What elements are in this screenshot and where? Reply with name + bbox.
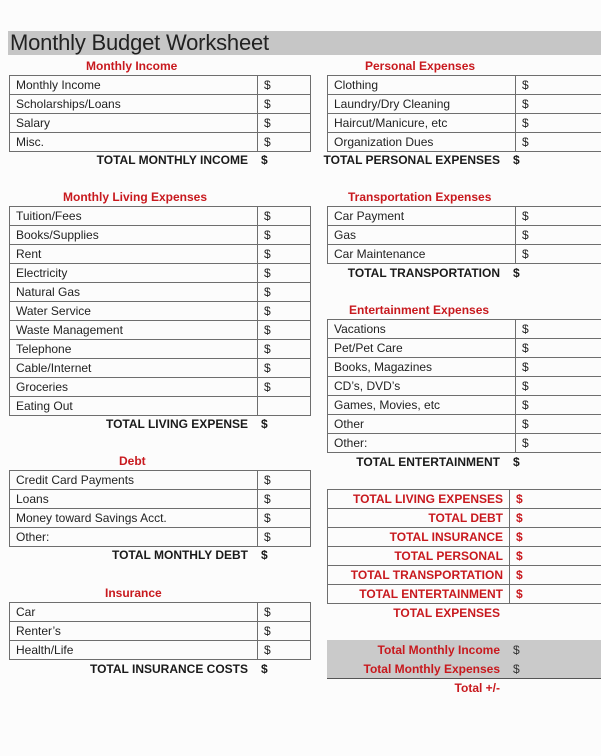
amount-field[interactable]: $ (516, 76, 601, 95)
amount-field[interactable]: $ (516, 207, 601, 226)
transportation-table (327, 206, 601, 264)
row-label: Natural Gas (10, 283, 258, 302)
table-row (10, 321, 311, 340)
amount-field[interactable]: $ (516, 339, 601, 358)
total-personal-expenses-value: $ (513, 153, 520, 167)
amount-field[interactable]: $ (258, 641, 311, 660)
row-label: Games, Movies, etc (328, 396, 516, 415)
table-row (10, 641, 311, 660)
total-monthly-income-value: $ (261, 153, 268, 167)
summary-label: TOTAL LIVING EXPENSES (328, 490, 510, 509)
summary-value: $ (510, 509, 601, 528)
table-row (328, 585, 601, 604)
amount-field[interactable]: $ (516, 415, 601, 434)
total-insurance-costs-value: $ (261, 662, 268, 676)
total-monthly-income-label: TOTAL MONTHLY INCOME (96, 153, 248, 167)
amount-field[interactable]: $ (516, 320, 601, 339)
row-label: Car Payment (328, 207, 516, 226)
table-row (10, 528, 311, 547)
table-row (10, 283, 311, 302)
amount-field[interactable]: $ (258, 359, 311, 378)
row-label: CD’s, DVD’s (328, 377, 516, 396)
row-label: Haircut/Manicure, etc (328, 114, 516, 133)
amount-field[interactable]: $ (258, 340, 311, 359)
table-row (328, 114, 601, 133)
amount-field[interactable]: $ (258, 133, 311, 152)
amount-field[interactable]: $ (258, 378, 311, 397)
table-row (10, 114, 311, 133)
table-row (328, 566, 601, 585)
table-row (328, 245, 601, 264)
amount-field[interactable]: $ (516, 133, 601, 152)
total-transportation-label: TOTAL TRANSPORTATION (347, 266, 500, 280)
row-label: Tuition/Fees (10, 207, 258, 226)
amount-field[interactable]: $ (258, 622, 311, 641)
row-label: Rent (10, 245, 258, 264)
row-label: Other (328, 415, 516, 434)
row-label: Other: (10, 528, 258, 547)
table-row (328, 207, 601, 226)
personal-expenses-heading: Personal Expenses (365, 59, 476, 73)
total-expenses-label: TOTAL EXPENSES (393, 606, 500, 620)
row-label: Car Maintenance (328, 245, 516, 264)
table-row (10, 302, 311, 321)
total-entertainment-label: TOTAL ENTERTAINMENT (356, 455, 500, 469)
table-row (10, 622, 311, 641)
table-row (328, 490, 601, 509)
table-row (328, 133, 601, 152)
table-row (10, 378, 311, 397)
table-row (328, 76, 601, 95)
table-row (328, 339, 601, 358)
amount-field[interactable]: $ (258, 283, 311, 302)
insurance-table (9, 602, 311, 660)
page-title: Monthly Budget Worksheet (10, 30, 269, 55)
table-row (328, 547, 601, 566)
table-row (328, 377, 601, 396)
row-label: Groceries (10, 378, 258, 397)
row-label: Waste Management (10, 321, 258, 340)
living-expenses-table (9, 206, 311, 416)
total-transportation-value: $ (513, 266, 520, 280)
summary-totals-table (327, 489, 601, 604)
debt-table (9, 470, 311, 547)
monthly-income-heading: Monthly Income (86, 59, 178, 73)
table-row (10, 340, 311, 359)
amount-field[interactable]: $ (516, 377, 601, 396)
amount-field[interactable]: $ (258, 528, 311, 547)
total-entertainment-value: $ (513, 455, 520, 469)
amount-field[interactable]: $ (258, 207, 311, 226)
row-label: Misc. (10, 133, 258, 152)
amount-field[interactable]: $ (258, 302, 311, 321)
table-row (10, 226, 311, 245)
table-row (10, 509, 311, 528)
row-label: Electricity (10, 264, 258, 283)
amount-field[interactable]: $ (516, 434, 601, 453)
table-row (328, 358, 601, 377)
amount-field[interactable]: $ (516, 114, 601, 133)
total-living-expense-value: $ (261, 417, 268, 431)
row-label: Telephone (10, 340, 258, 359)
row-label: Pet/Pet Care (328, 339, 516, 358)
row-label: Eating Out (10, 397, 258, 416)
transportation-heading: Transportation Expenses (348, 190, 492, 204)
summary-value: $ (510, 490, 601, 509)
table-row (10, 245, 311, 264)
table-row (10, 207, 311, 226)
row-label: Vacations (328, 320, 516, 339)
amount-field[interactable]: $ (258, 226, 311, 245)
row-label: Laundry/Dry Cleaning (328, 95, 516, 114)
row-label: Other: (328, 434, 516, 453)
summary-label: TOTAL DEBT (328, 509, 510, 528)
table-row (10, 603, 311, 622)
amount-field[interactable]: $ (516, 358, 601, 377)
amount-field[interactable]: $ (516, 396, 601, 415)
amount-field[interactable]: $ (516, 95, 601, 114)
table-row (328, 226, 601, 245)
total-monthly-expenses-summary-label: Total Monthly Expenses (363, 662, 500, 676)
amount-field[interactable]: $ (258, 603, 311, 622)
table-row (10, 95, 311, 114)
table-row (10, 397, 311, 416)
amount-field[interactable]: $ (258, 509, 311, 528)
amount-field[interactable]: $ (258, 321, 311, 340)
living-expenses-heading: Monthly Living Expenses (63, 190, 208, 204)
row-label: Car (10, 603, 258, 622)
row-label: Organization Dues (328, 133, 516, 152)
total-living-expense-label: TOTAL LIVING EXPENSE (105, 417, 248, 431)
row-label: Clothing (328, 76, 516, 95)
entertainment-heading: Entertainment Expenses (349, 303, 490, 317)
amount-field[interactable]: $ (258, 471, 311, 490)
row-label: Credit Card Payments (10, 471, 258, 490)
table-row (328, 396, 601, 415)
amount-field[interactable]: $ (258, 245, 311, 264)
table-row (10, 490, 311, 509)
table-row (10, 471, 311, 490)
amount-field[interactable]: $ (258, 490, 311, 509)
total-monthly-debt-label: TOTAL MONTHLY DEBT (111, 548, 248, 562)
summary-label: TOTAL INSURANCE (328, 528, 510, 547)
table-row (328, 509, 601, 528)
table-row (10, 359, 311, 378)
total-monthly-income-summary-label: Total Monthly Income (377, 643, 500, 657)
row-label: Cable/Internet (10, 359, 258, 378)
row-label: Salary (10, 114, 258, 133)
row-label: Water Service (10, 302, 258, 321)
summary-label: TOTAL TRANSPORTATION (328, 566, 510, 585)
net-total-label: Total +/- (454, 681, 500, 695)
total-personal-expenses-label: TOTAL PERSONAL EXPENSES (323, 153, 500, 167)
row-label: Books/Supplies (10, 226, 258, 245)
table-row (328, 528, 601, 547)
total-monthly-income-summary-value: $ (513, 643, 520, 657)
table-row (10, 76, 311, 95)
summary-value: $ (510, 547, 601, 566)
table-row (328, 320, 601, 339)
amount-field[interactable]: $ (258, 264, 311, 283)
row-label: Books, Magazines (328, 358, 516, 377)
summary-value: $ (510, 566, 601, 585)
entertainment-table (327, 319, 601, 453)
total-monthly-expenses-summary-value: $ (513, 662, 520, 676)
amount-field[interactable]: $ (258, 95, 311, 114)
summary-label: TOTAL ENTERTAINMENT (328, 585, 510, 604)
summary-value: $ (510, 528, 601, 547)
row-label: Money toward Savings Acct. (10, 509, 258, 528)
total-insurance-costs-label: TOTAL INSURANCE COSTS (89, 662, 248, 676)
summary-value: $ (510, 585, 601, 604)
insurance-heading: Insurance (105, 586, 162, 600)
row-label: Health/Life (10, 641, 258, 660)
table-row (328, 415, 601, 434)
debt-heading: Debt (119, 454, 146, 468)
row-label: Gas (328, 226, 516, 245)
amount-field[interactable]: $ (516, 226, 601, 245)
personal-expenses-table (327, 75, 601, 152)
table-row (328, 95, 601, 114)
summary-label: TOTAL PERSONAL (328, 547, 510, 566)
monthly-income-table (9, 75, 311, 152)
amount-field[interactable]: $ (516, 245, 601, 264)
row-label: Renter’s (10, 622, 258, 641)
amount-field[interactable]: $ (258, 114, 311, 133)
table-row (10, 264, 311, 283)
table-row (328, 434, 601, 453)
table-row (10, 133, 311, 152)
row-label: Monthly Income (10, 76, 258, 95)
amount-field[interactable]: $ (258, 76, 311, 95)
amount-field[interactable] (258, 397, 311, 416)
row-label: Scholarships/Loans (10, 95, 258, 114)
row-label: Loans (10, 490, 258, 509)
total-monthly-debt-value: $ (261, 548, 268, 562)
